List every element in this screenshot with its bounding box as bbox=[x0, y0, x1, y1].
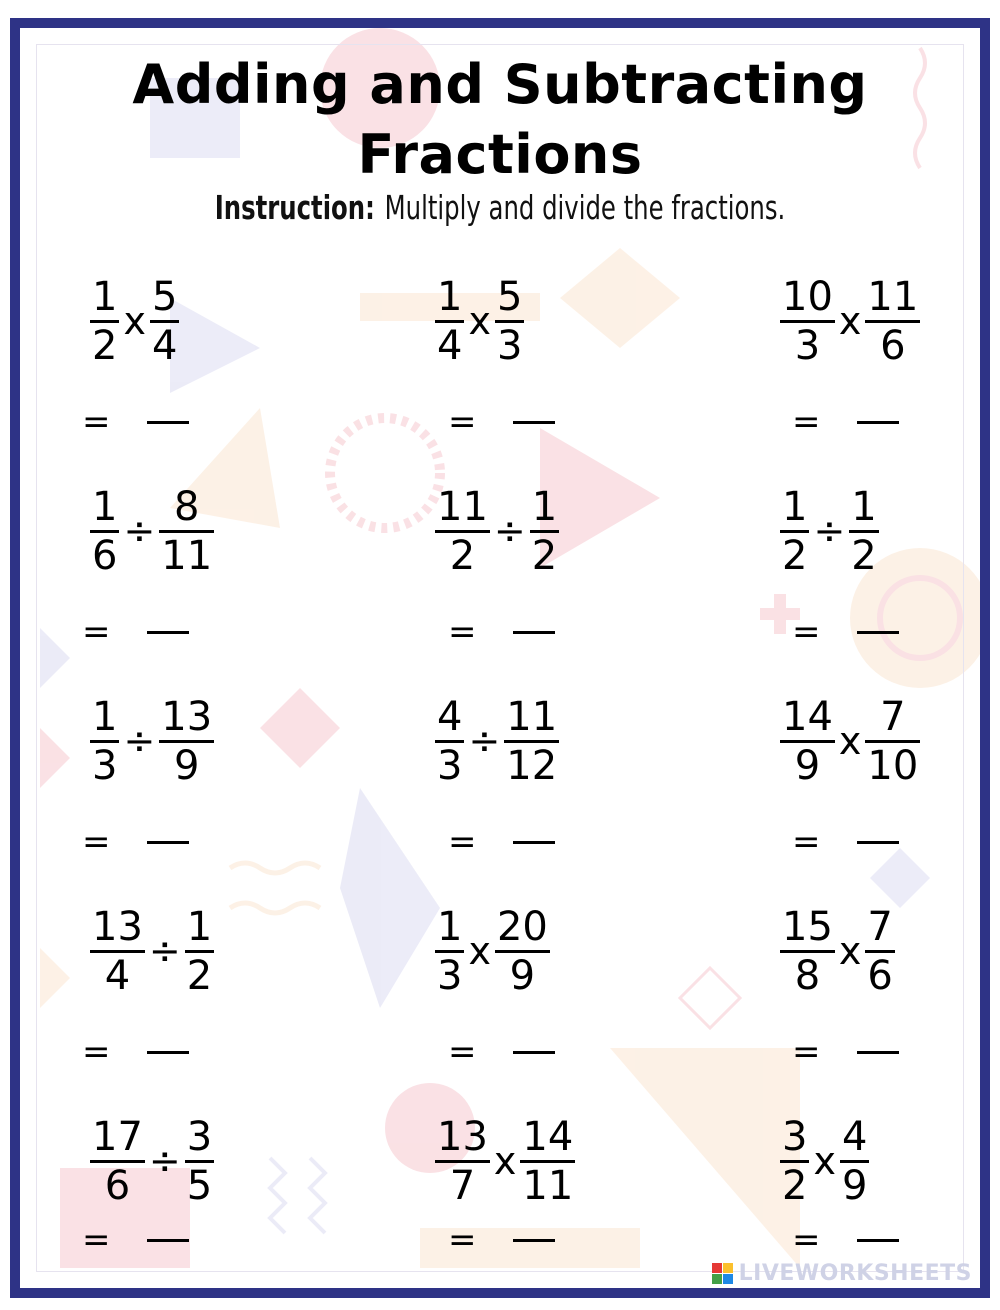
problem-14 bbox=[435, 1113, 575, 1209]
fraction-a-denominator: 2 bbox=[92, 322, 118, 369]
fraction-b bbox=[865, 275, 920, 368]
problem-6 bbox=[780, 483, 879, 579]
operator: ÷ bbox=[813, 509, 846, 553]
worksheet-frame bbox=[10, 18, 990, 1298]
answer-blank[interactable] bbox=[513, 1239, 555, 1242]
fraction-b bbox=[159, 485, 214, 578]
answer-8 bbox=[448, 822, 555, 862]
instruction bbox=[106, 188, 893, 227]
operator: ÷ bbox=[493, 509, 526, 553]
fraction-b-numerator: 11 bbox=[506, 693, 558, 740]
fraction-a-numerator: 11 bbox=[437, 483, 488, 530]
operator: x bbox=[813, 1139, 836, 1183]
fraction-b-numerator: 8 bbox=[174, 483, 200, 530]
fraction-b-denominator: 5 bbox=[186, 1162, 213, 1209]
answer-blank[interactable] bbox=[147, 841, 189, 844]
fraction-b bbox=[520, 1115, 575, 1208]
answer-blank[interactable] bbox=[857, 1239, 899, 1242]
fraction-a-numerator: 15 bbox=[782, 903, 833, 950]
fraction-a bbox=[780, 485, 809, 578]
fraction-a-numerator: 13 bbox=[437, 1113, 488, 1160]
problem-11 bbox=[435, 903, 550, 999]
inner-border bbox=[36, 44, 964, 1272]
fraction-a-denominator: 4 bbox=[104, 952, 131, 999]
fraction-a-numerator: 10 bbox=[782, 273, 833, 320]
fraction-a-denominator: 9 bbox=[794, 742, 821, 789]
fraction-b-numerator: 11 bbox=[867, 273, 919, 320]
fraction-a-numerator: 1 bbox=[92, 273, 118, 320]
liveworksheets-logo-icon bbox=[712, 1263, 733, 1284]
fraction-b bbox=[150, 275, 179, 368]
problem-7 bbox=[90, 693, 214, 789]
answer-7 bbox=[82, 822, 189, 862]
instruction-label: Instruction: bbox=[214, 188, 375, 227]
problem-10 bbox=[90, 903, 214, 999]
fraction-a bbox=[90, 695, 119, 788]
fraction-b bbox=[849, 485, 878, 578]
operator: x bbox=[468, 299, 491, 343]
fraction-a-denominator: 8 bbox=[794, 952, 821, 999]
equals-sign: = bbox=[792, 612, 821, 652]
answer-blank[interactable] bbox=[857, 841, 899, 844]
answer-9 bbox=[792, 822, 899, 862]
fraction-b bbox=[495, 275, 524, 368]
fraction-a-denominator: 3 bbox=[437, 952, 463, 999]
fraction-b-denominator: 10 bbox=[867, 742, 919, 789]
operator: x bbox=[838, 929, 862, 973]
answer-blank[interactable] bbox=[513, 841, 555, 844]
equals-sign: = bbox=[448, 612, 477, 652]
fraction-a-numerator: 1 bbox=[92, 693, 118, 740]
operator: x bbox=[123, 299, 146, 343]
fraction-a-denominator: 2 bbox=[782, 1162, 808, 1209]
fraction-a-numerator: 1 bbox=[782, 483, 808, 530]
fraction-a-numerator: 14 bbox=[782, 693, 833, 740]
fraction-b-numerator: 13 bbox=[161, 693, 213, 740]
fraction-b bbox=[495, 905, 550, 998]
page-title-line-2: Fractions bbox=[357, 123, 643, 186]
fraction-a bbox=[90, 905, 145, 998]
fraction-a bbox=[435, 905, 464, 998]
answer-blank[interactable] bbox=[147, 631, 189, 634]
fraction-b-numerator: 20 bbox=[496, 903, 548, 950]
fraction-b bbox=[865, 905, 894, 998]
operator: x bbox=[838, 719, 862, 763]
instruction-text: Multiply and divide the fractions. bbox=[384, 188, 786, 227]
fraction-a-numerator: 4 bbox=[437, 693, 463, 740]
answer-15 bbox=[792, 1220, 899, 1260]
fraction-a bbox=[780, 905, 835, 998]
fraction-b-denominator: 3 bbox=[496, 322, 523, 369]
answer-12 bbox=[792, 1032, 899, 1072]
fraction-a-numerator: 1 bbox=[92, 483, 118, 530]
fraction-a-numerator: 13 bbox=[92, 903, 143, 950]
fraction-b-numerator: 7 bbox=[880, 693, 906, 740]
answer-blank[interactable] bbox=[857, 421, 899, 424]
fraction-a bbox=[435, 485, 490, 578]
operator: x bbox=[838, 299, 862, 343]
fraction-b bbox=[840, 1115, 869, 1208]
equals-sign: = bbox=[82, 612, 111, 652]
fraction-a bbox=[90, 485, 119, 578]
answer-1 bbox=[82, 402, 189, 442]
fraction-b-denominator: 2 bbox=[531, 532, 558, 579]
equals-sign: = bbox=[792, 402, 821, 442]
fraction-b bbox=[185, 905, 214, 998]
fraction-a-denominator: 3 bbox=[794, 322, 821, 369]
fraction-a-denominator: 2 bbox=[449, 532, 476, 579]
equals-sign: = bbox=[448, 1032, 477, 1072]
answer-blank[interactable] bbox=[147, 421, 189, 424]
watermark-text: LIVEWORKSHEETS bbox=[738, 1260, 972, 1286]
problem-13 bbox=[90, 1113, 214, 1209]
operator: ÷ bbox=[123, 719, 156, 763]
answer-2 bbox=[448, 402, 555, 442]
equals-sign: = bbox=[82, 822, 111, 862]
operator: ÷ bbox=[148, 929, 181, 973]
equals-sign: = bbox=[792, 822, 821, 862]
fraction-b-denominator: 9 bbox=[841, 1162, 868, 1209]
problem-3 bbox=[780, 273, 920, 369]
fraction-b-denominator: 12 bbox=[506, 742, 558, 789]
operator: x bbox=[493, 1139, 517, 1183]
answer-blank[interactable] bbox=[513, 631, 555, 634]
problem-8 bbox=[435, 693, 559, 789]
liveworksheets-watermark bbox=[712, 1258, 972, 1288]
answer-3 bbox=[792, 402, 899, 442]
problem-9 bbox=[780, 693, 920, 789]
equals-sign: = bbox=[82, 402, 111, 442]
operator: ÷ bbox=[468, 719, 501, 763]
answer-blank[interactable] bbox=[513, 421, 555, 424]
answer-5 bbox=[448, 612, 555, 652]
answer-10 bbox=[82, 1032, 189, 1072]
fraction-b-numerator: 3 bbox=[186, 1113, 213, 1160]
fraction-b-denominator: 2 bbox=[851, 532, 877, 579]
answer-blank[interactable] bbox=[857, 631, 899, 634]
answer-6 bbox=[792, 612, 899, 652]
page-title-line-1: Adding and Subtracting bbox=[132, 53, 868, 116]
fraction-a bbox=[780, 695, 835, 788]
problem-15 bbox=[780, 1113, 869, 1209]
equals-sign: = bbox=[448, 1220, 477, 1260]
fraction-a-numerator: 3 bbox=[782, 1113, 808, 1160]
operator: ÷ bbox=[148, 1139, 181, 1183]
fraction-b-denominator: 11 bbox=[522, 1162, 574, 1209]
fraction-b-numerator: 1 bbox=[531, 483, 558, 530]
fraction-b-denominator: 6 bbox=[867, 952, 893, 999]
problem-4 bbox=[90, 483, 214, 579]
fraction-b-denominator: 11 bbox=[161, 532, 213, 579]
operator: ÷ bbox=[123, 509, 156, 553]
fraction-a-denominator: 3 bbox=[92, 742, 118, 789]
fraction-b-denominator: 9 bbox=[174, 742, 200, 789]
fraction-b-numerator: 5 bbox=[496, 273, 523, 320]
fraction-b-denominator: 6 bbox=[880, 322, 906, 369]
equals-sign: = bbox=[82, 1220, 111, 1260]
fraction-a-denominator: 6 bbox=[92, 532, 118, 579]
equals-sign: = bbox=[792, 1220, 821, 1260]
problem-12 bbox=[780, 903, 895, 999]
answer-4 bbox=[82, 612, 189, 652]
answer-blank[interactable] bbox=[513, 1051, 555, 1054]
fraction-a-numerator: 17 bbox=[92, 1113, 143, 1160]
fraction-a bbox=[435, 1115, 490, 1208]
fraction-b-numerator: 4 bbox=[841, 1113, 868, 1160]
equals-sign: = bbox=[448, 822, 477, 862]
fraction-a-numerator: 1 bbox=[437, 903, 463, 950]
fraction-b bbox=[504, 695, 559, 788]
answer-11 bbox=[448, 1032, 555, 1072]
answer-blank[interactable] bbox=[147, 1051, 189, 1054]
problem-5 bbox=[435, 483, 559, 579]
equals-sign: = bbox=[448, 402, 477, 442]
fraction-b bbox=[530, 485, 559, 578]
answer-13 bbox=[82, 1220, 189, 1260]
fraction-a-denominator: 6 bbox=[104, 1162, 131, 1209]
equals-sign: = bbox=[792, 1032, 821, 1072]
fraction-a bbox=[780, 275, 835, 368]
fraction-a bbox=[90, 275, 119, 368]
operator: x bbox=[468, 929, 491, 973]
fraction-a bbox=[780, 1115, 809, 1208]
fraction-b bbox=[865, 695, 920, 788]
fraction-b-denominator: 2 bbox=[186, 952, 213, 999]
fraction-b bbox=[159, 695, 214, 788]
fraction-b-numerator: 14 bbox=[522, 1113, 574, 1160]
fraction-a-denominator: 2 bbox=[782, 532, 808, 579]
fraction-b-numerator: 1 bbox=[186, 903, 213, 950]
fraction-a bbox=[435, 275, 464, 368]
fraction-b-numerator: 1 bbox=[851, 483, 877, 530]
problem-2 bbox=[435, 273, 524, 369]
fraction-a-denominator: 4 bbox=[437, 322, 463, 369]
answer-14 bbox=[448, 1220, 555, 1260]
problem-1 bbox=[90, 273, 179, 369]
fraction-a-denominator: 7 bbox=[449, 1162, 476, 1209]
answer-blank[interactable] bbox=[147, 1239, 189, 1242]
equals-sign: = bbox=[82, 1032, 111, 1072]
fraction-a-numerator: 1 bbox=[437, 273, 463, 320]
fraction-b bbox=[185, 1115, 214, 1208]
answer-blank[interactable] bbox=[857, 1051, 899, 1054]
fraction-a-denominator: 3 bbox=[437, 742, 463, 789]
fraction-b-numerator: 7 bbox=[867, 903, 893, 950]
fraction-b-denominator: 4 bbox=[151, 322, 178, 369]
fraction-b-denominator: 9 bbox=[509, 952, 536, 999]
fraction-a bbox=[90, 1115, 145, 1208]
fraction-b-numerator: 5 bbox=[151, 273, 178, 320]
fraction-a bbox=[435, 695, 464, 788]
